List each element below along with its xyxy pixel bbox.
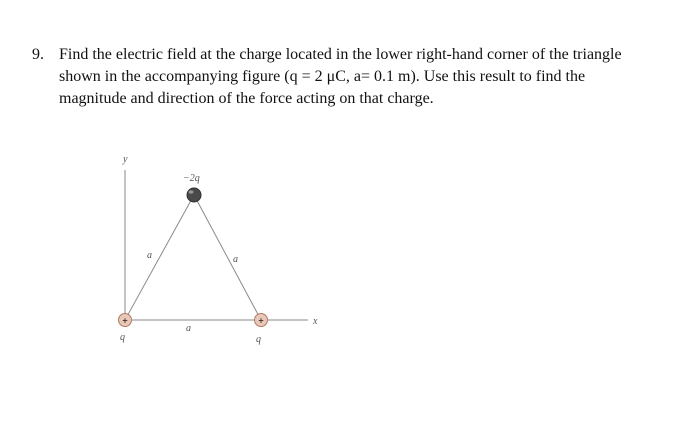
bottom-side-label: a — [186, 323, 191, 334]
right-plus-sign: + — [258, 315, 264, 326]
problem-number: 9. — [32, 46, 44, 63]
triangle-left-side — [125, 195, 194, 320]
left-plus-sign: + — [122, 315, 128, 326]
y-axis-label: y — [123, 154, 128, 165]
left-side-label: a — [147, 250, 152, 261]
problem-text-line-2: shown in the accompanying figure (q = 2 μC, a= 0.1 m). Use this result to find the — [59, 68, 586, 85]
top-charge-label: −2q — [183, 173, 200, 184]
x-axis-label: x — [313, 316, 318, 327]
problem-text-line-1: Find the electric field at the charge located in the lower right-hand corner of the triangle — [59, 46, 622, 63]
negative-charge-top — [187, 188, 201, 202]
right-side-label: a — [233, 254, 238, 265]
triangle-right-side — [194, 195, 261, 320]
left-charge-label: q — [120, 332, 125, 343]
problem-text-line-3: magnitude and direction of the force acting on that charge. — [59, 90, 434, 107]
right-charge-label: q — [256, 334, 261, 345]
negative-charge-highlight — [189, 190, 194, 193]
